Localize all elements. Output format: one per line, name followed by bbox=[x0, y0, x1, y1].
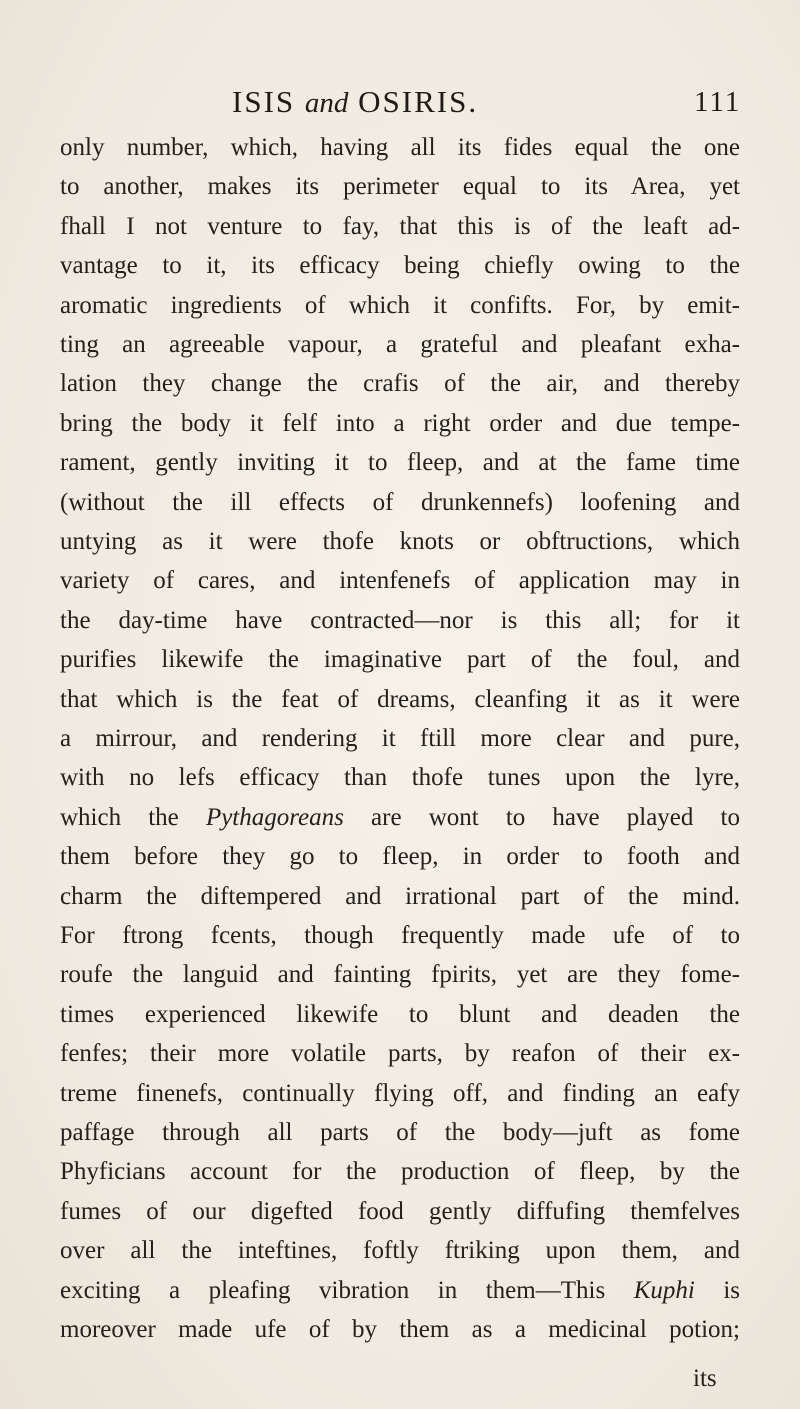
line-text: Phyficians account for the production of fleep, by the bbox=[60, 1158, 740, 1186]
line-text: moreover made ufe of by them as a medicinal potion; bbox=[60, 1316, 740, 1343]
text-line bbox=[60, 213, 740, 253]
text-line bbox=[60, 1316, 740, 1356]
text-line bbox=[60, 725, 740, 765]
text-line bbox=[60, 1277, 740, 1317]
text-line bbox=[60, 1119, 740, 1159]
line-text: over all the inteftines, foftly ftriking upon them, and bbox=[60, 1237, 740, 1265]
line-text: (without the ill effects of drunkennefs) loofening and bbox=[60, 488, 740, 516]
line-text: with no lefs efficacy than thofe tunes upon the lyre, bbox=[60, 764, 740, 792]
line-text: For ftrong fcents, though frequently made ufe of to bbox=[60, 922, 740, 949]
line-text: variety of cares, and intenfenefs of application may in bbox=[60, 567, 740, 595]
text-line bbox=[60, 1001, 740, 1041]
running-title bbox=[232, 84, 478, 120]
line-text: fhall I not venture to fay, that this is of the leaft ad- bbox=[60, 212, 740, 240]
line-text: vantage to it, its efficacy being chiefly owing to the bbox=[60, 252, 740, 280]
text-line bbox=[60, 252, 740, 292]
text-line bbox=[60, 449, 740, 489]
running-header bbox=[0, 84, 800, 124]
text-line bbox=[60, 528, 740, 568]
text-line bbox=[60, 686, 740, 726]
line-text: are wont to have played to bbox=[343, 803, 740, 831]
italic-term: Pythagoreans bbox=[205, 803, 344, 831]
line-text: aromatic ingredients of which it confifts. For, by emit- bbox=[60, 291, 740, 319]
line-text: ting an agreeable vapour, a grateful and pleafant exha- bbox=[60, 331, 740, 358]
text-line bbox=[60, 1237, 740, 1277]
text-line bbox=[60, 489, 740, 529]
text-line bbox=[60, 1040, 740, 1080]
line-text: paffage through all parts of the body—juft as fome bbox=[60, 1119, 740, 1146]
page-number: 111 bbox=[694, 86, 742, 118]
line-text: charm the diftempered and irrational part of the mind. bbox=[60, 882, 740, 910]
text-line bbox=[60, 1080, 740, 1120]
text-line bbox=[60, 764, 740, 804]
line-text: rament, gently inviting it to fleep, and at the fame time bbox=[60, 449, 740, 477]
line-text: exciting a pleafing vibration in them—This bbox=[60, 1276, 634, 1304]
line-text: bring the body it felf into a right order and due tempe- bbox=[60, 409, 740, 437]
line-text: which the bbox=[60, 803, 206, 831]
title-osiris: OSIRIS. bbox=[358, 84, 479, 119]
line-text: fenfes; their more volatile parts, by reafon of their ex- bbox=[60, 1040, 740, 1068]
title-isis: ISIS bbox=[232, 84, 296, 119]
line-text: fumes of our digefted food gently diffufing themfelves bbox=[60, 1197, 740, 1225]
line-text: untying as it were thofe knots or obftructions, which bbox=[60, 528, 740, 555]
line-text: a mirrour, and rendering it ftill more clear and pure, bbox=[60, 725, 740, 752]
italic-term: Kuphi bbox=[633, 1276, 695, 1304]
text-line bbox=[60, 961, 740, 1001]
text-line bbox=[60, 1198, 740, 1238]
line-text: treme finenefs, continually flying off, and finding an eafy bbox=[60, 1079, 740, 1107]
text-line bbox=[60, 646, 740, 686]
text-line bbox=[60, 883, 740, 923]
text-line bbox=[60, 410, 740, 450]
line-text: only number, which, having all its fides equal the one bbox=[60, 134, 740, 161]
text-line bbox=[60, 370, 740, 410]
text-line bbox=[60, 607, 740, 647]
text-line bbox=[60, 843, 740, 883]
line-text: that which is the feat of dreams, cleanfing it as it were bbox=[60, 685, 740, 713]
line-text: times experienced likewife to blunt and deaden the bbox=[60, 1000, 740, 1028]
line-text: lation they change the crafis of the air, and thereby bbox=[60, 370, 740, 398]
text-line bbox=[60, 173, 740, 213]
text-line bbox=[60, 134, 740, 174]
line-text: roufe the languid and fainting fpirits, yet are they fome- bbox=[60, 961, 740, 989]
text-line bbox=[60, 1158, 740, 1198]
text-line bbox=[60, 922, 740, 962]
line-text: the day-time have contracted—nor is this all; for it bbox=[60, 606, 740, 634]
title-and: and bbox=[304, 87, 349, 119]
line-text: is bbox=[694, 1276, 740, 1304]
catchword: its bbox=[693, 1365, 717, 1392]
line-text: purifies likewife the imaginative part of the foul, and bbox=[60, 646, 740, 674]
text-line bbox=[60, 292, 740, 332]
text-line bbox=[60, 331, 740, 371]
text-line bbox=[60, 567, 740, 607]
text-line bbox=[60, 804, 740, 844]
line-text: to another, makes its perimeter equal to its Area, yet bbox=[60, 173, 740, 201]
line-text: them before they go to fleep, in order to footh and bbox=[60, 843, 740, 871]
